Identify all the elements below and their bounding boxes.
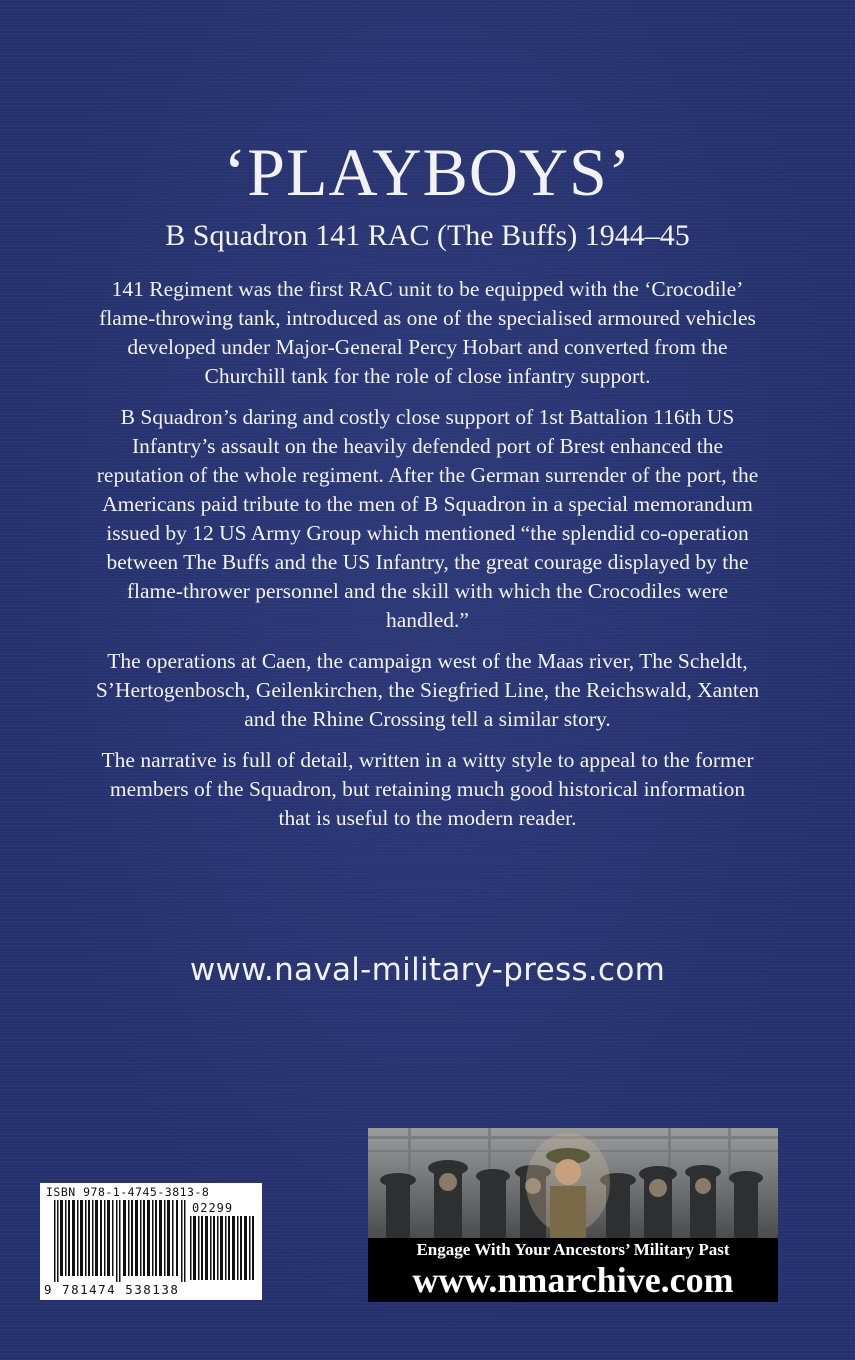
blurb [95, 275, 760, 845]
blurb-paragraph: B Squadron’s daring and costly close support of 1st Battalion 116th US Infantry’s assault on the heavily defended port of Brest enhanced the reputation of the whole regiment. After the German surrender of the port, the Americans paid tribute to the men of B Squadron in a special memorandum issued by 12 US Army Group which mentioned “the splendid co-operation between The Buffs and the US Infantry, the great courage displayed by the flame-thrower personnel and the skill with which the Crocodiles were handled.” [96, 405, 759, 632]
blurb-paragraph: The operations at Caen, the campaign west of the Maas river, The Scheldt, S’Hertogenbosch, Geilenkirchen, the Siegfried Line, the Reichswald, Xanten and the Rhine Crossing tell a similar story. [95, 649, 760, 731]
isbn-barcode [40, 1183, 262, 1300]
cover-subtitle: B Squadron 141 RAC (The Buffs) 1944–45 [165, 219, 690, 252]
archive-promo [368, 1128, 778, 1302]
barcode-bars-icon [54, 1200, 186, 1282]
soldiers-photo-icon [368, 1128, 778, 1238]
blurb-paragraph: The narrative is full of detail, written in a witty style to appeal to the former members of the Squadron, but retaining much good historical information that is useful to the modern reader. [101, 748, 754, 830]
barcode-digits: 9 781474 538138 [44, 1282, 180, 1297]
promo-url: www.nmarchive.com [412, 1260, 734, 1300]
blurb-paragraph: 141 Regiment was the first RAC unit to be equipped with the ‘Crocodile’ flame-throwing tank, introduced as one of the specialised armoured vehicles developed under Major-General Percy Hobart and converted from the Churchill tank for the role of close infantry support. [99, 277, 756, 388]
addon-barcode-icon [190, 1216, 254, 1280]
cover-title: ‘PLAYBOYS’ [223, 134, 632, 210]
isbn-label: ISBN 978-1-4745-3813-8 [46, 1185, 210, 1199]
publisher-website: www.naval-military-press.com [189, 952, 666, 988]
price-code: 02299 [192, 1201, 234, 1215]
promo-tagline: Engage With Your Ancestors’ Military Past [416, 1240, 730, 1259]
